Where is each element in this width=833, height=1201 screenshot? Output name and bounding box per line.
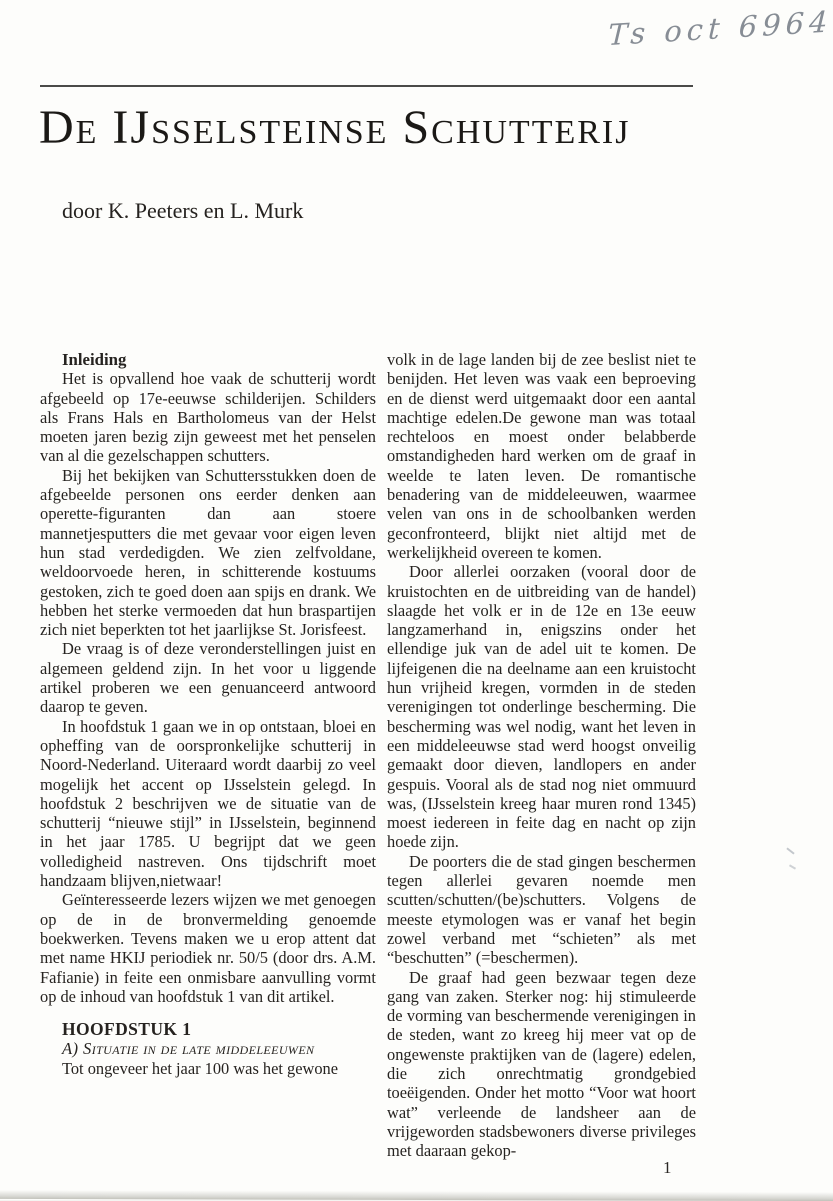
scan-artifact [789, 864, 796, 869]
scan-artifact [786, 847, 794, 854]
paragraph: In hoofdstuk 1 gaan we in op ontstaan, bloei en opheffing van de oorspronkelijke schutterij in Noord-Nederland. Uiteraard wordt daarbij zo veel mogelijk het accent op IJsselstein gelegd. In hoofdstuk 2 beschrijven we de situatie van de schutterij “nieuwe stijl” in IJsselstein, beginnend in het jaar 1785. U begrijpt dat we geen volledigheid nastreven. Ons tijdschrift moet handzaam blijven,nietwaar! [40, 716, 376, 891]
paragraph: De poorters die de stad gingen beschermen tegen allerlei gevaren noemde men scutten/schutten/(be)schutters. Volgens de meeste etymologen was er vanaf het begin zowel verband met “schieten” als met “beschutten” (=beschermen). [387, 851, 696, 968]
section-heading: A) Situatie in de late middeleeuwen [62, 1039, 315, 1059]
handwritten-note: Ts oct 6964 [607, 4, 833, 53]
left-column [40, 350, 376, 1160]
paragraph: De graaf had geen bezwaar tegen deze gang van zaken. Sterker nog: hij stimuleerde de vorming van beschermende verenigingen in de steden, want zo kreeg hij meer vat op de ongewenste praktijken van de (lagere) edelen, die zich onrechtmatig grondgebied toeëigenden. Onder het motto “Voor wat hoort wat” verleende de landsheer aan de vrijgeworden stadsbewoners diverse privileges met daaraan gekop- [387, 967, 696, 1161]
page-number: 1 [663, 1158, 673, 1177]
paragraph: Bij het bekijken van Schuttersstukken doen de afgebeelde personen ons eerder denken aan operette-figuranten dan aan stoere mannetjesputters die met gevaar voor eigen leven hun stad verdedigden. We zien zelfvoldane, weldoorvoede heren, in schitterende kostuums gestoken, zich te goed doen aan spijs en drank. We hebben het sterke vermoeden dat hun braspartijen zich niet beperkten tot het jaarlijkse St. Jorisfeest. [40, 465, 376, 640]
paragraph: De vraag is of deze veronderstellingen juist en algemeen geldend zijn. In het voor u liggende artikel proberen we een genuanceerd antwoord daarop te geven. [40, 639, 376, 717]
scan-bottom-edge [0, 1190, 833, 1201]
article-title: De IJsselsteinse Schutterij [39, 101, 631, 154]
right-column [387, 350, 696, 1160]
byline: door K. Peeters en L. Murk [62, 198, 304, 223]
top-rule [40, 85, 693, 87]
paragraph: volk in de lage landen bij de zee beslist niet te benijden. Het leven was vaak een beproeving en de dienst werd uitgemaakt door een aantal machtige edelen.De gewone man was totaal rechteloos en moest onder belabberde omstandigheden hard werken om de graaf in weelde te laten leven. De romantische benadering van de middeleeuwen, waarmee velen van ons in de schoolbanken werden geconfronteerd, blijkt niet altijd met de werkelijkheid overeen te komen. [387, 350, 696, 562]
paragraph: Het is opvallend hoe vaak de schutterij wordt afgebeeld op 17e-eeuwse schilderijen. Schilders als Frans Hals en Bartholomeus van der Helst moeten jaren bezig zijn geweest met het penselen van al die gezelschappen schutters. [40, 369, 376, 466]
chapter-heading: HOOFDSTUK 1 [62, 1019, 192, 1040]
article-body [40, 350, 696, 1160]
paragraph: Tot ongeveer het jaar 100 was het gewone [62, 1058, 339, 1078]
paragraph: Door allerlei oorzaken (vooral door de kruistochten en de uitbreiding van de handel) slaagde het volk er in de 12e en 13e eeuw langzamerhand in, enigszins onder het ellendige juk van de adel uit te komen. De lijfeigenen die na deelname aan een kruistocht hun vrijheid kregen, vormden in de steden verenigingen tot onderlinge bescherming. Die bescherming was wel nodig, want het leven in een middeleeuwse stad werd hoogst onveilig gemaakt door dieven, landlopers en ander gespuis. Vooral als de stad nog niet ommuurd was, (IJsselstein kreeg haar muren rond 1345) moest iedereen in feite dag en nacht op zijn hoede zijn. [387, 562, 696, 852]
paragraph: Geïnteresseerde lezers wijzen we met genoegen op de in de bronvermelding genoemde boekwerken. Tevens maken we u erop attent dat met name HKIJ periodiek nr. 50/5 (door drs. A.M. Fafianie) in feite een onmisbare aanvulling vormt op de inhoud van hoofdstuk 1 van dit artikel. [40, 890, 376, 1006]
inleiding-heading: Inleiding [62, 350, 127, 369]
